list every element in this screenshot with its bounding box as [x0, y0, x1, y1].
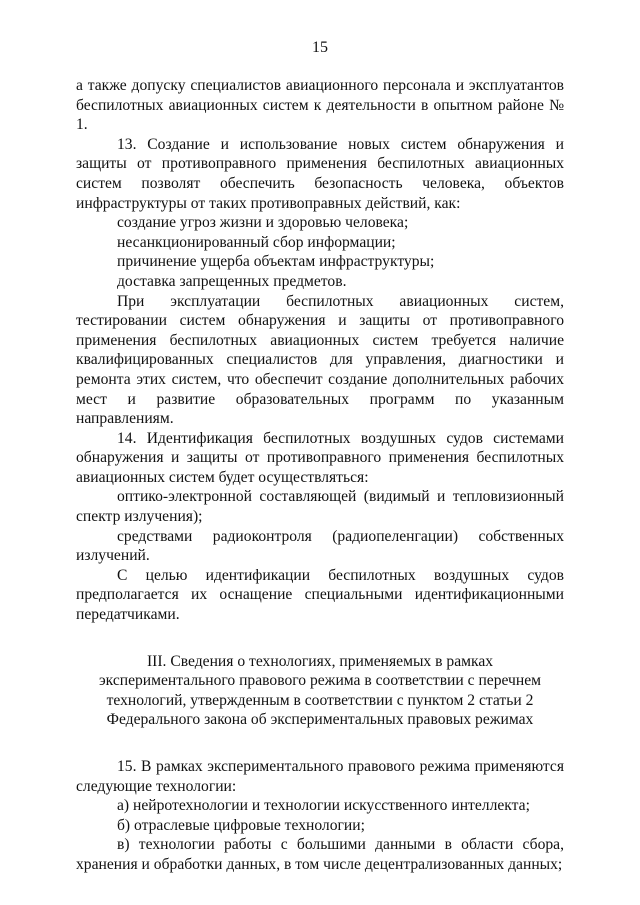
- list-item: создание угроз жизни и здоровью человека;: [117, 214, 409, 232]
- list-item: в) технологии работы с большими данными в области сбора, хранения и обработки данных, в том числе децентрализованных данных;: [76, 836, 564, 873]
- paragraph-15: 15. В рамках экспериментального правового режима применяются следующие технологии:: [76, 758, 564, 795]
- list-item: б) отраслевые цифровые технологии;: [117, 816, 365, 834]
- list-item: средствами радиоконтроля (радиопеленгации) собственных излучений.: [76, 527, 564, 565]
- list-item: доставка запрещенных предметов.: [117, 272, 347, 290]
- list-item: а) нейротехнологии и технологии искусственного интеллекта;: [117, 797, 530, 815]
- section-heading: [76, 652, 564, 730]
- paragraph-continuation: а также допуску специалистов авиационного персонала и эксплуатантов беспилотных авиационных систем к деятельности в опытном районе № 1.: [76, 77, 564, 134]
- document-body: [76, 76, 564, 875]
- paragraph-equipment: С целью идентификации беспилотных воздушных судов предполагается их оснащение специальными идентификационными передатчиками.: [76, 566, 564, 624]
- paragraph-exploitation: При эксплуатации беспилотных авиационных систем, тестировании систем обнаружения и защиты от противоправного применения беспилотных авиационных систем требуется наличие квалифицированных специалистов для управления, диагностики и ремонта этих систем, что обеспечит создание дополнительных рабочих мест и развитие образовательных программ по указанным направлениям.: [76, 292, 564, 428]
- section-heading-line: экспериментального правового режима в соответствии с перечнем: [98, 672, 542, 690]
- list-item: оптико-электронной составляющей (видимый и тепловизионный спектр излучения);: [76, 488, 564, 526]
- section-heading-line: технологий, утвержденным в соответствии с пунктом 2 статьи 2: [106, 691, 534, 709]
- paragraph-13: 13. Создание и использование новых систем обнаружения и защиты от противоправного применения беспилотных авиационных систем позволят обеспечить безопасность человека, объектов инфраструктуры от таких противоправных действий, как:: [76, 135, 564, 212]
- paragraph-14: 14. Идентификация беспилотных воздушных судов системами обнаружения и защиты от противоправного применения беспилотных авиационных систем будет осуществляться:: [76, 429, 564, 486]
- section-heading-line: Федерального закона об экспериментальных правовых режимах: [106, 711, 534, 729]
- list-item: несанкционированный сбор информации;: [117, 233, 396, 251]
- list-item: причинение ущерба объектам инфраструктуры;: [117, 253, 435, 271]
- page-number: 15: [312, 39, 328, 56]
- section-heading-line: III. Сведения о технологиях, применяемых в рамках: [146, 652, 494, 670]
